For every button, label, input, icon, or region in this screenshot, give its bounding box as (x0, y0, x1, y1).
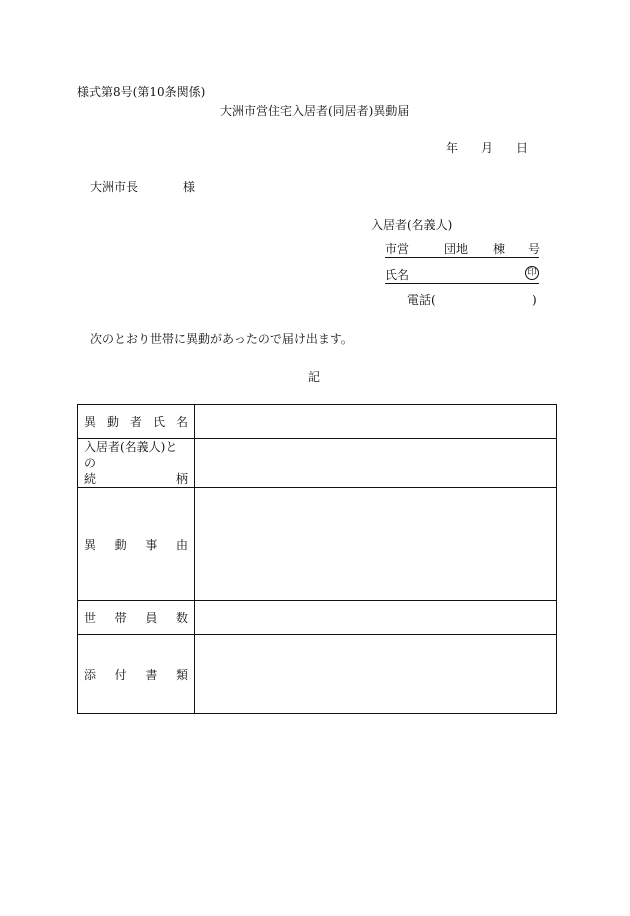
table-row (78, 439, 557, 488)
reason-label: 異 動 事 由 (78, 488, 195, 601)
phone-close: ) (532, 293, 537, 307)
record-table (77, 404, 557, 714)
person-name-field[interactable] (195, 405, 557, 439)
building-label: 棟 (493, 242, 506, 256)
date-month-label: 月 (481, 141, 494, 155)
date-year-label: 年 (446, 141, 459, 155)
statement: 次のとおり世帯に異動があったので届け出ます。 (90, 332, 353, 346)
ki-heading: 記 (308, 370, 321, 384)
relation-label: 入居者(名義人)との 続 柄 (78, 439, 195, 488)
attachments-label: 添 付 書 類 (78, 635, 195, 714)
household-field[interactable] (195, 601, 557, 635)
form-number: 様式第8号(第10条関係) (77, 85, 206, 99)
name-underline (385, 283, 539, 284)
reason-field[interactable] (195, 488, 557, 601)
table-row (78, 405, 557, 439)
address-underline (385, 257, 539, 258)
estate-label: 団地 (444, 242, 469, 256)
applicant-heading: 入居者(名義人) (371, 218, 453, 232)
housing-label: 市営 (385, 242, 410, 256)
unit-label: 号 (528, 242, 541, 256)
document-title: 大洲市営住宅入居者(同居者)異動届 (220, 104, 410, 118)
attachments-field[interactable] (195, 635, 557, 714)
person-name-label: 異 動 者 氏 名 (78, 405, 195, 439)
date-day-label: 日 (516, 141, 529, 155)
phone-label: 電話( (407, 293, 436, 307)
table-row (78, 635, 557, 714)
relation-field[interactable] (195, 439, 557, 488)
household-label: 世 帯 員 数 (78, 601, 195, 635)
table-row (78, 601, 557, 635)
addressee-name: 大洲市長 (90, 180, 139, 194)
addressee-honorific: 様 (183, 180, 196, 194)
table-row (78, 488, 557, 601)
name-label: 氏名 (385, 268, 410, 282)
seal-mark-icon: 印 (525, 266, 539, 280)
